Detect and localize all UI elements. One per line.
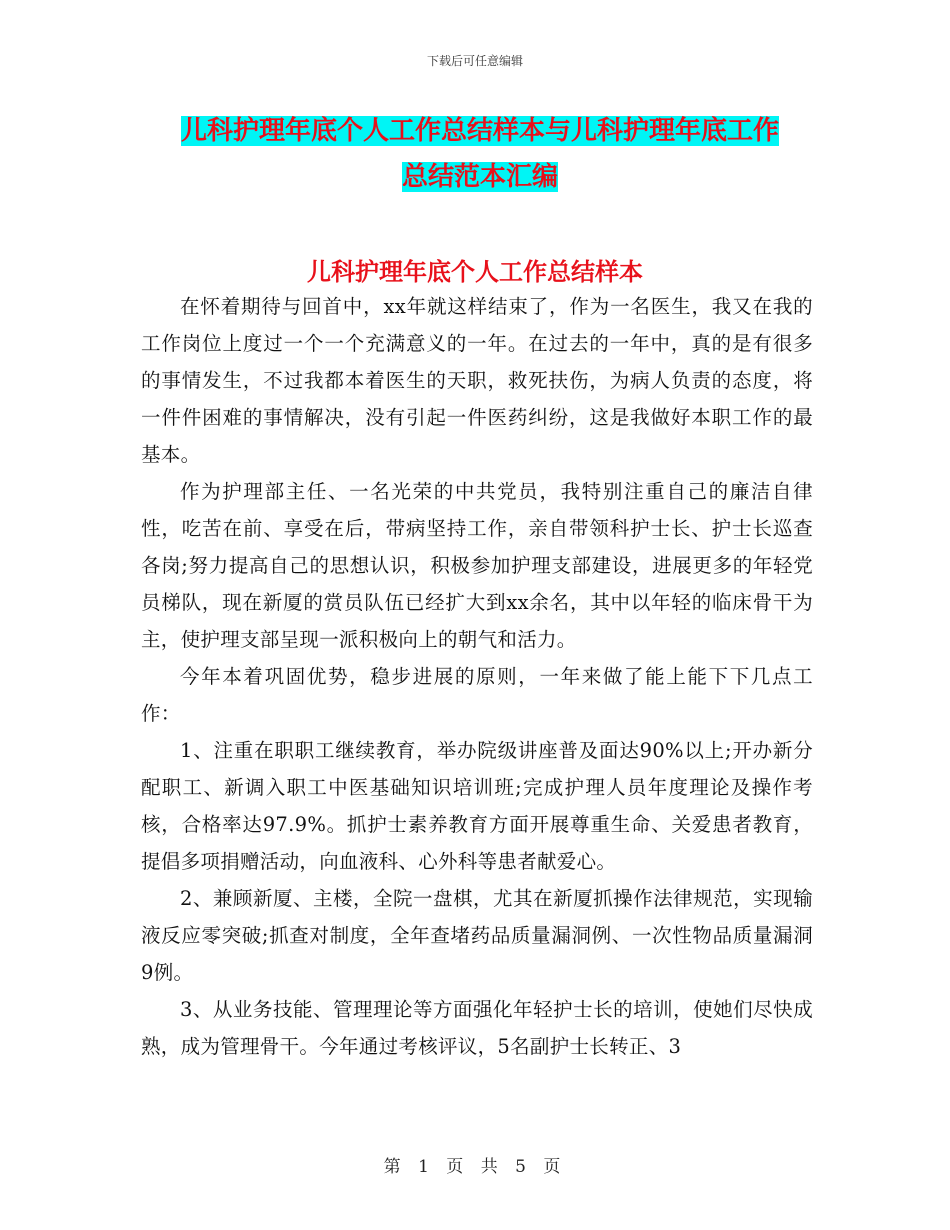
document-title [120,108,840,200]
section-title: 儿科护理年底个人工作总结样本 [307,258,643,286]
header-note: 下载后可任意编辑 [426,54,523,68]
paragraph: 3、从业务技能、管理理论等方面强化年轻护士长的培训，使她们尽快成熟，成为管理骨干。今年通过考核评议，5名副护士长转正、3 [141,998,813,1058]
paragraph: 作为护理部主任、一名光荣的中共党员，我特别注重自己的廉洁自律性，吃苦在前、享受在后，带病坚持工作，亲自带领科护士长、护士长巡查各岗;努力提高自己的思想认识，积极参加护理支部建设，进展更多的年轻党员梯队，现在新厦的赏员队伍已经扩大到xx余名，其中以年轻的临床骨干为主，使护理支部呈现一派积极向上的朝气和活力。 [141,480,813,651]
paragraph: 1、注重在职职工继续教育，举办院级讲座普及面达90%以上;开办新分配职工、新调入职工中医基础知识培训班;完成护理人员年度理论及操作考核，合格率达97.9%。抓护士素养教育方面开展尊重生命、关爱患者教育，提倡多项捐赠活动，向血液科、心外科等患者献爱心。 [141,739,813,873]
page-footer: 第 1 页 共 5 页 [383,1157,567,1177]
title-line-1: 儿科护理年底个人工作总结样本与儿科护理年底工作 [180,116,779,146]
body-text [141,288,813,1065]
paragraph: 2、兼顾新厦、主楼，全院一盘棋，尤其在新厦抓操作法律规范，实现输液反应零突破;抓查对制度，全年查堵药品质量漏洞例、一次性物品质量漏洞9例。 [141,887,813,984]
paragraph: 今年本着巩固优势，稳步进展的原则，一年来做了能上能下下几点工作： [141,665,813,725]
paragraph: 在怀着期待与回首中，xx年就这样结束了，作为一名医生，我又在我的工作岗位上度过一个一个充满意义的一年。在过去的一年中，真的是有很多的事情发生，不过我都本着医生的天职，救死扶伤，为病人负责的态度，将一件件困难的事情解决，没有引起一件医药纠纷，这是我做好本职工作的最基本。 [141,295,813,466]
title-line-2: 总结范本汇编 [401,162,558,192]
